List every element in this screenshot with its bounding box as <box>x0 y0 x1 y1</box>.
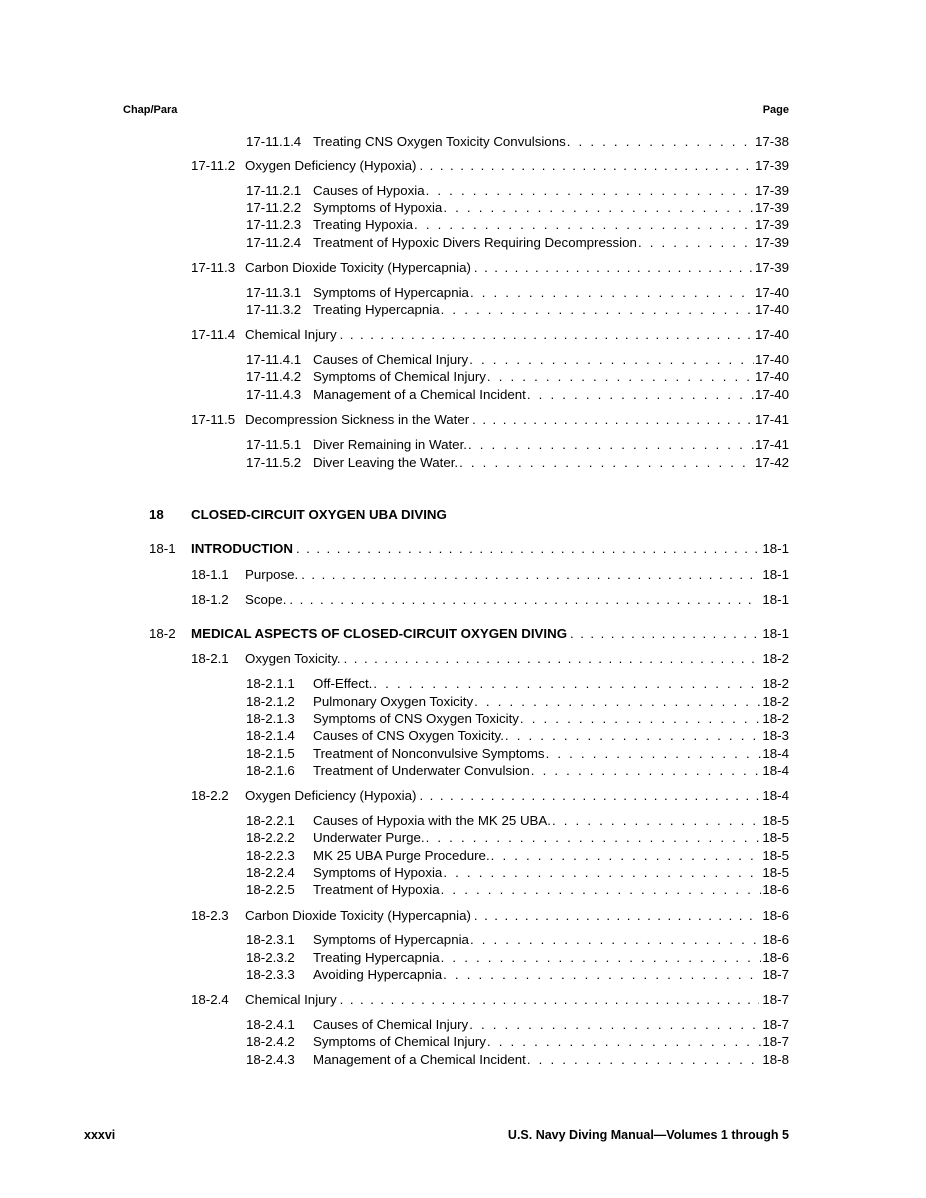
entry-title: MEDICAL ASPECTS OF CLOSED-CIRCUIT OXYGEN DIVING <box>191 626 568 641</box>
dot-leader <box>344 650 760 667</box>
dot-leader <box>443 966 761 983</box>
entry-page: 18-2 <box>762 651 789 666</box>
dot-leader <box>289 591 759 608</box>
entry-number: 17-11.3.2 <box>246 302 302 317</box>
entry-page: 18-5 <box>762 813 789 828</box>
entry-page: 18-5 <box>762 865 789 880</box>
entry-title: Treating Hypoxia <box>313 217 414 232</box>
dot-leader <box>459 454 754 471</box>
dot-leader <box>546 745 762 762</box>
toc-entry[interactable] <box>149 625 789 642</box>
column-header-chap-para: Chap/Para <box>123 104 178 116</box>
entry-title: Management of a Chemical Incident <box>313 387 526 402</box>
toc-entry[interactable] <box>246 1016 789 1033</box>
entry-title: MK 25 UBA Purge Procedure. <box>313 848 490 863</box>
entry-title: Treatment of Underwater Convulsion <box>313 763 530 778</box>
entry-number: 18-2.3 <box>191 908 229 923</box>
dot-leader <box>468 436 754 453</box>
toc-entry[interactable] <box>246 234 789 251</box>
toc-entry[interactable] <box>246 1051 789 1068</box>
chapter-number: 18 <box>149 507 164 522</box>
entry-page: 17-40 <box>754 387 789 402</box>
entry-title: Symptoms of CNS Oxygen Toxicity <box>313 711 519 726</box>
page-number: xxxvi <box>84 1128 116 1142</box>
entry-number: 17-11.5.1 <box>246 437 302 452</box>
dot-leader <box>469 1016 761 1033</box>
entry-number: 17-11.3.1 <box>246 285 302 300</box>
entry-title: Chemical Injury <box>245 327 337 342</box>
entry-title: Management of a Chemical Incident <box>313 1052 526 1067</box>
entry-page: 18-3 <box>762 728 789 743</box>
toc-entry[interactable] <box>246 216 789 233</box>
entry-number: 18-2.1.5 <box>246 746 295 761</box>
entry-title: Treating Hypercapnia <box>313 950 440 965</box>
toc-entry[interactable] <box>246 847 789 864</box>
entry-number: 18-2.1.6 <box>246 763 295 778</box>
entry-title: Chemical Injury <box>245 992 337 1007</box>
document-title: U.S. Navy Diving Manual—Volumes 1 through 5 <box>507 1128 789 1142</box>
entry-page: 17-39 <box>754 200 789 215</box>
entry-page: 17-41 <box>754 437 789 452</box>
entry-page: 18-2 <box>762 711 789 726</box>
entry-title: Symptoms of Hypoxia <box>313 865 443 880</box>
toc-entry[interactable] <box>246 829 789 846</box>
entry-title: Off-Effect. <box>313 676 373 691</box>
entry-title: Diver Leaving the Water. <box>313 455 459 470</box>
toc-entry[interactable] <box>246 133 789 150</box>
entry-number: 17-11.4.2 <box>246 369 302 384</box>
chapter-title: CLOSED-CIRCUIT OXYGEN UBA DIVING <box>191 507 447 522</box>
entry-page: 18-6 <box>762 950 789 965</box>
dot-leader <box>527 386 754 403</box>
entry-number: 18-2.4.1 <box>246 1017 295 1032</box>
entry-number: 18-2.1.3 <box>246 711 295 726</box>
toc-entry[interactable] <box>191 411 789 428</box>
toc-entry[interactable] <box>246 812 789 829</box>
toc-entry[interactable] <box>191 650 789 667</box>
entry-page: 17-39 <box>754 158 789 173</box>
dot-leader <box>474 693 761 710</box>
toc-entry[interactable] <box>246 386 789 403</box>
entry-title: Symptoms of Hypercapnia <box>313 285 469 300</box>
toc-entry[interactable] <box>191 259 789 276</box>
dot-leader <box>301 566 759 583</box>
entry-number: 18-2.2.3 <box>246 848 295 863</box>
toc-entry[interactable] <box>191 591 789 608</box>
toc-entry[interactable] <box>246 762 789 779</box>
entry-number: 18-1.2 <box>191 592 229 607</box>
entry-page: 17-42 <box>754 455 789 470</box>
toc-entry[interactable] <box>191 907 789 924</box>
entry-title: Diver Remaining in Water. <box>313 437 467 452</box>
dot-leader <box>531 762 762 779</box>
entry-page: 18-7 <box>762 1017 789 1032</box>
dot-leader <box>443 199 754 216</box>
toc-entry[interactable] <box>246 301 789 318</box>
entry-page: 18-1 <box>762 626 789 641</box>
toc-entry[interactable] <box>246 284 789 301</box>
entry-page: 17-41 <box>754 412 789 427</box>
entry-number: 17-11.2.1 <box>246 183 302 198</box>
entry-number: 17-11.2.4 <box>246 235 302 250</box>
entry-page: 18-7 <box>762 1034 789 1049</box>
dot-leader <box>469 351 754 368</box>
entry-number: 17-11.2.3 <box>246 217 302 232</box>
entry-title: Pulmonary Oxygen Toxicity <box>313 694 474 709</box>
entry-number: 17-11.5 <box>191 412 236 427</box>
entry-number: 17-11.1.4 <box>246 134 302 149</box>
toc-entry[interactable] <box>246 675 789 692</box>
toc-entry[interactable] <box>246 745 789 762</box>
entry-number: 18-2.2 <box>191 788 229 803</box>
dot-leader <box>426 182 754 199</box>
entry-number: 17-11.2.2 <box>246 200 302 215</box>
entry-title: Symptoms of Hypercapnia <box>313 932 469 947</box>
entry-number: 17-11.4.1 <box>246 352 302 367</box>
dot-leader <box>491 847 762 864</box>
entry-number: 17-11.5.2 <box>246 455 302 470</box>
dot-leader <box>552 812 761 829</box>
entry-number: 18-2.3.2 <box>246 950 295 965</box>
entry-number: 18-1 <box>149 541 176 556</box>
toc-entry[interactable] <box>246 931 789 948</box>
entry-page: 17-39 <box>754 183 789 198</box>
dot-leader <box>527 1051 762 1068</box>
dot-leader <box>487 1033 761 1050</box>
dot-leader <box>373 675 761 692</box>
dot-leader <box>470 931 761 948</box>
toc-entry[interactable] <box>246 693 789 710</box>
entry-number: 18-2.1.2 <box>246 694 295 709</box>
dot-leader <box>340 991 760 1008</box>
toc-entry[interactable] <box>246 368 789 385</box>
toc-entry[interactable] <box>246 727 789 744</box>
dot-leader <box>487 368 754 385</box>
dot-leader <box>570 625 759 642</box>
toc-entry[interactable] <box>149 540 789 557</box>
entry-title: Oxygen Deficiency (Hypoxia) <box>245 158 417 173</box>
entry-title: Purpose. <box>245 567 299 582</box>
entry-title: Causes of CNS Oxygen Toxicity. <box>313 728 504 743</box>
entry-number: 18-2.1.1 <box>246 676 295 691</box>
entry-number: 18-2.4.2 <box>246 1034 295 1049</box>
entry-page: 18-7 <box>762 967 789 982</box>
entry-page: 18-1 <box>762 592 789 607</box>
entry-title: Underwater Purge. <box>313 830 425 845</box>
entry-page: 17-40 <box>754 302 789 317</box>
dot-leader <box>567 133 754 150</box>
dot-leader <box>441 949 762 966</box>
dot-leader <box>470 284 754 301</box>
entry-page: 18-4 <box>762 763 789 778</box>
entry-number: 18-2 <box>149 626 176 641</box>
entry-number: 17-11.4.3 <box>246 387 302 402</box>
entry-page: 18-6 <box>762 932 789 947</box>
entry-page: 17-40 <box>754 352 789 367</box>
toc-entry[interactable] <box>191 157 789 174</box>
entry-page: 18-8 <box>762 1052 789 1067</box>
entry-number: 18-2.2.4 <box>246 865 295 880</box>
entry-number: 18-2.4.3 <box>246 1052 295 1067</box>
entry-page: 17-39 <box>754 217 789 232</box>
entry-number: 18-1.1 <box>191 567 229 582</box>
entry-number: 17-11.4 <box>191 327 236 342</box>
toc-entry[interactable] <box>246 949 789 966</box>
toc-entry[interactable] <box>246 199 789 216</box>
dot-leader <box>426 829 762 846</box>
entry-page: 18-5 <box>762 830 789 845</box>
entry-page: 18-1 <box>762 567 789 582</box>
entry-page: 18-5 <box>762 848 789 863</box>
dot-leader <box>441 301 754 318</box>
column-header-page: Page <box>762 104 789 116</box>
entry-page: 18-1 <box>762 541 789 556</box>
toc-entry[interactable] <box>246 1033 789 1050</box>
chapter-heading <box>149 506 447 523</box>
entry-title: Oxygen Deficiency (Hypoxia) <box>245 788 417 803</box>
toc-entry[interactable] <box>246 182 789 199</box>
entry-title: Oxygen Toxicity. <box>245 651 341 666</box>
entry-title: Treatment of Hypoxia <box>313 882 440 897</box>
toc-entry[interactable] <box>246 454 789 471</box>
entry-page: 17-40 <box>754 285 789 300</box>
toc-entry[interactable] <box>246 864 789 881</box>
entry-page: 17-40 <box>754 369 789 384</box>
dot-leader <box>472 411 752 428</box>
entry-page: 18-6 <box>762 908 789 923</box>
dot-leader <box>474 259 752 276</box>
dot-leader <box>414 216 754 233</box>
dot-leader <box>441 881 762 898</box>
entry-title: Treatment of Hypoxic Divers Requiring Decompression <box>313 235 637 250</box>
entry-number: 18-2.4 <box>191 992 229 1007</box>
toc-entry[interactable] <box>191 326 789 343</box>
toc-entry[interactable] <box>191 566 789 583</box>
entry-page: 18-4 <box>762 746 789 761</box>
toc-entry[interactable] <box>246 881 789 898</box>
entry-page: 18-2 <box>762 694 789 709</box>
toc-entry[interactable] <box>246 710 789 727</box>
entry-page: 17-39 <box>754 235 789 250</box>
toc-entry[interactable] <box>246 436 789 453</box>
entry-title: Scope. <box>245 592 287 607</box>
entry-page: 18-4 <box>762 788 789 803</box>
dot-leader <box>296 540 759 557</box>
entry-title: Symptoms of Hypoxia <box>313 200 443 215</box>
entry-number: 18-2.1 <box>191 651 229 666</box>
dot-leader <box>340 326 752 343</box>
entry-title: Treating Hypercapnia <box>313 302 440 317</box>
entry-title: Treatment of Nonconvulsive Symptoms <box>313 746 545 761</box>
entry-title: Symptoms of Chemical Injury <box>313 369 486 384</box>
dot-leader <box>505 727 761 744</box>
toc-entry[interactable] <box>191 991 789 1008</box>
entry-title: Avoiding Hypercapnia <box>313 967 443 982</box>
entry-number: 17-11.2 <box>191 158 236 173</box>
entry-number: 18-2.2.2 <box>246 830 295 845</box>
dot-leader <box>520 710 761 727</box>
entry-number: 18-2.3.3 <box>246 967 295 982</box>
entry-page: 18-2 <box>762 676 789 691</box>
entry-title: Causes of Chemical Injury <box>313 1017 469 1032</box>
dot-leader <box>638 234 754 251</box>
entry-page: 18-7 <box>762 992 789 1007</box>
entry-title: Carbon Dioxide Toxicity (Hypercapnia) <box>245 908 471 923</box>
entry-title: Causes of Hypoxia <box>313 183 425 198</box>
entry-title: Symptoms of Chemical Injury <box>313 1034 486 1049</box>
entry-number: 18-2.2.1 <box>246 813 295 828</box>
dot-leader <box>443 864 761 881</box>
toc-entry[interactable] <box>246 966 789 983</box>
toc-entry[interactable] <box>246 351 789 368</box>
entry-number: 18-2.2.5 <box>246 882 295 897</box>
dot-leader <box>474 907 759 924</box>
entry-page: 17-38 <box>754 134 789 149</box>
entry-number: 17-11.3 <box>191 260 236 275</box>
entry-title: Treating CNS Oxygen Toxicity Convulsions <box>313 134 566 149</box>
entry-page: 18-6 <box>762 882 789 897</box>
toc-entry[interactable] <box>191 787 789 804</box>
entry-title: Carbon Dioxide Toxicity (Hypercapnia) <box>245 260 471 275</box>
entry-page: 17-40 <box>754 327 789 342</box>
entry-title: Causes of Chemical Injury <box>313 352 469 367</box>
entry-page: 17-39 <box>754 260 789 275</box>
entry-title: INTRODUCTION <box>191 541 293 556</box>
entry-title: Causes of Hypoxia with the MK 25 UBA. <box>313 813 551 828</box>
entry-number: 18-2.3.1 <box>246 932 295 947</box>
dot-leader <box>419 157 752 174</box>
entry-title: Decompression Sickness in the Water <box>245 412 470 427</box>
entry-number: 18-2.1.4 <box>246 728 295 743</box>
dot-leader <box>419 787 759 804</box>
